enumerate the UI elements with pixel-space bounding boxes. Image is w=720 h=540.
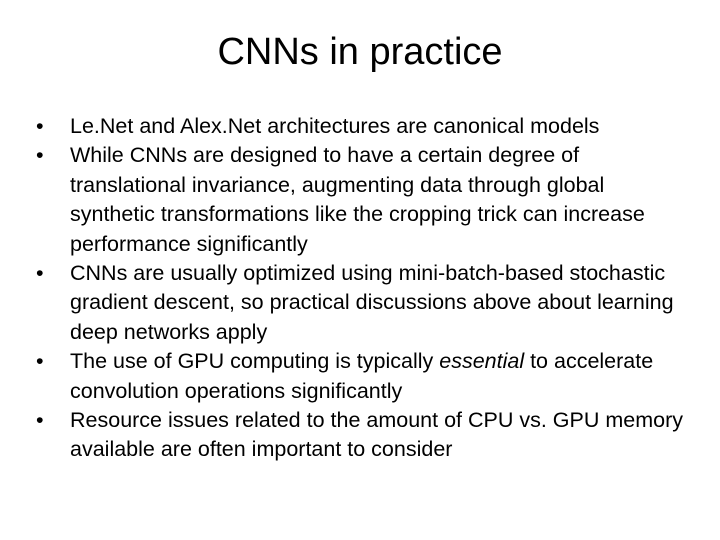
slide-title: CNNs in practice [217, 31, 503, 73]
bullet-item [36, 347, 686, 406]
bullet-icon: • [36, 408, 44, 433]
bullet-item [36, 259, 686, 347]
bullet-item [36, 141, 686, 259]
bullet-text: While CNNs are designed to have a certain degree of translational invariance, augmenting data through global synthetic transformations like the cropping trick can increase performance significantly [70, 143, 645, 256]
bullet-icon: • [36, 349, 44, 374]
bullet-icon: • [36, 114, 44, 138]
bullet-list [36, 112, 686, 465]
bullet-item [36, 406, 686, 465]
bullet-text-part: to accelerate convolution operations significantly [70, 349, 654, 403]
bullet-text: Resource issues related to the amount of CPU vs. GPU memory available are often important to consider [70, 408, 683, 462]
bullet-item [36, 112, 686, 141]
bullet-icon: • [36, 261, 44, 286]
bullet-icon: • [36, 143, 44, 168]
bullet-text: CNNs are usually optimized using mini-batch-based stochastic gradient descent, so practical discussions above about learning deep networks apply [70, 261, 674, 344]
bullet-emphasis: essential [439, 349, 525, 374]
bullet-text-part: The use of GPU computing is typically [70, 349, 440, 374]
bullet-text: Le.Net and Alex.Net architectures are canonical models [70, 114, 600, 138]
